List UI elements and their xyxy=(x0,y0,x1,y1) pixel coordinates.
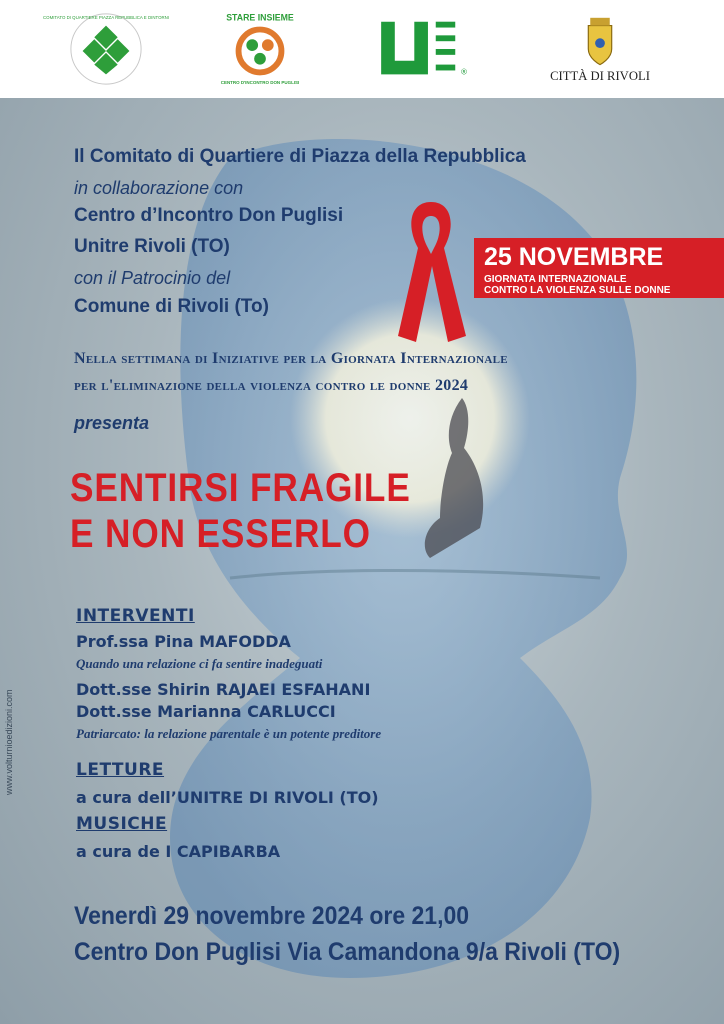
citta-di-rivoli-label: CITTÀ DI RIVOLI xyxy=(550,69,650,84)
stare-insieme-subtitle: CENTRO D'INCONTRO DON PUGLISI xyxy=(220,80,300,86)
presenta-label: presenta xyxy=(74,413,150,433)
intro-line-unitre: Unitre Rivoli (TO) xyxy=(74,236,230,257)
ute-logo xyxy=(378,10,474,88)
letture-heading: LETTURE xyxy=(76,760,165,780)
comitato-logo-text: COMITATO DI QUARTIERE PIAZZA REPUBBLICA E DINTORNI xyxy=(42,14,170,20)
comitato-logo xyxy=(42,10,170,88)
week-line-2: per l'eliminazione della violenza contro le donne 2024 xyxy=(74,377,469,394)
logo-bar xyxy=(0,0,724,98)
speaker-2: Dott.sse Shirin RAJAEI ESFAHANI xyxy=(76,680,371,699)
letture-text: a cura dell’UNITRE DI RIVOLI (TO) xyxy=(76,788,379,807)
event-title-line-1: SENTIRSI FRAGILE xyxy=(70,466,411,510)
intro-line-collab: in collaborazione con xyxy=(74,178,244,198)
stare-insieme-title: STARE INSIEME xyxy=(226,12,294,23)
intro-line-comune: Comune di Rivoli (To) xyxy=(74,296,269,317)
ute-registered-mark: ® xyxy=(461,67,467,77)
publisher-credit: www.volturnioedizioni.com xyxy=(4,689,14,795)
event-title-line-2: E NON ESSERLO xyxy=(70,512,371,556)
banner-line-1: GIORNATA INTERNAZIONALE xyxy=(484,274,627,285)
intro-line-patrocinio: con il Patrocinio del xyxy=(74,268,231,288)
topic-2: Patriarcato: la relazione parentale è un potente preditore xyxy=(76,726,382,741)
event-date-time: Venerdì 29 novembre 2024 ore 21,00 xyxy=(74,902,470,930)
topic-1: Quando una relazione ci fa sentire inadeguati xyxy=(76,656,323,671)
event-location: Centro Don Puglisi Via Camandona 9/a Rivoli (TO) xyxy=(74,938,621,966)
speaker-1: Prof.ssa Pina MAFODDA xyxy=(76,632,291,651)
week-line-1: Nella settimana di Iniziative per la Giornata Internazionale xyxy=(74,350,508,367)
banner-line-2: CONTRO LA VIOLENZA SULLE DONNE xyxy=(484,285,671,296)
intro-line-centro: Centro d’Incontro Don Puglisi xyxy=(74,205,344,226)
speaker-3: Dott.sse Marianna CARLUCCI xyxy=(76,702,336,721)
interventi-heading: INTERVENTI xyxy=(76,606,195,626)
musiche-text: a cura de I CAPIBARBA xyxy=(76,842,281,861)
musiche-heading: MUSICHE xyxy=(76,814,168,834)
banner-date: 25 NOVEMBRE xyxy=(484,243,664,271)
date-banner xyxy=(474,238,724,298)
citta-di-rivoli-logo xyxy=(536,10,664,88)
red-ribbon-icon xyxy=(388,196,474,342)
stare-insieme-logo xyxy=(222,10,298,88)
intro-line-organizer: Il Comitato di Quartiere di Piazza della Repubblica xyxy=(74,146,526,167)
